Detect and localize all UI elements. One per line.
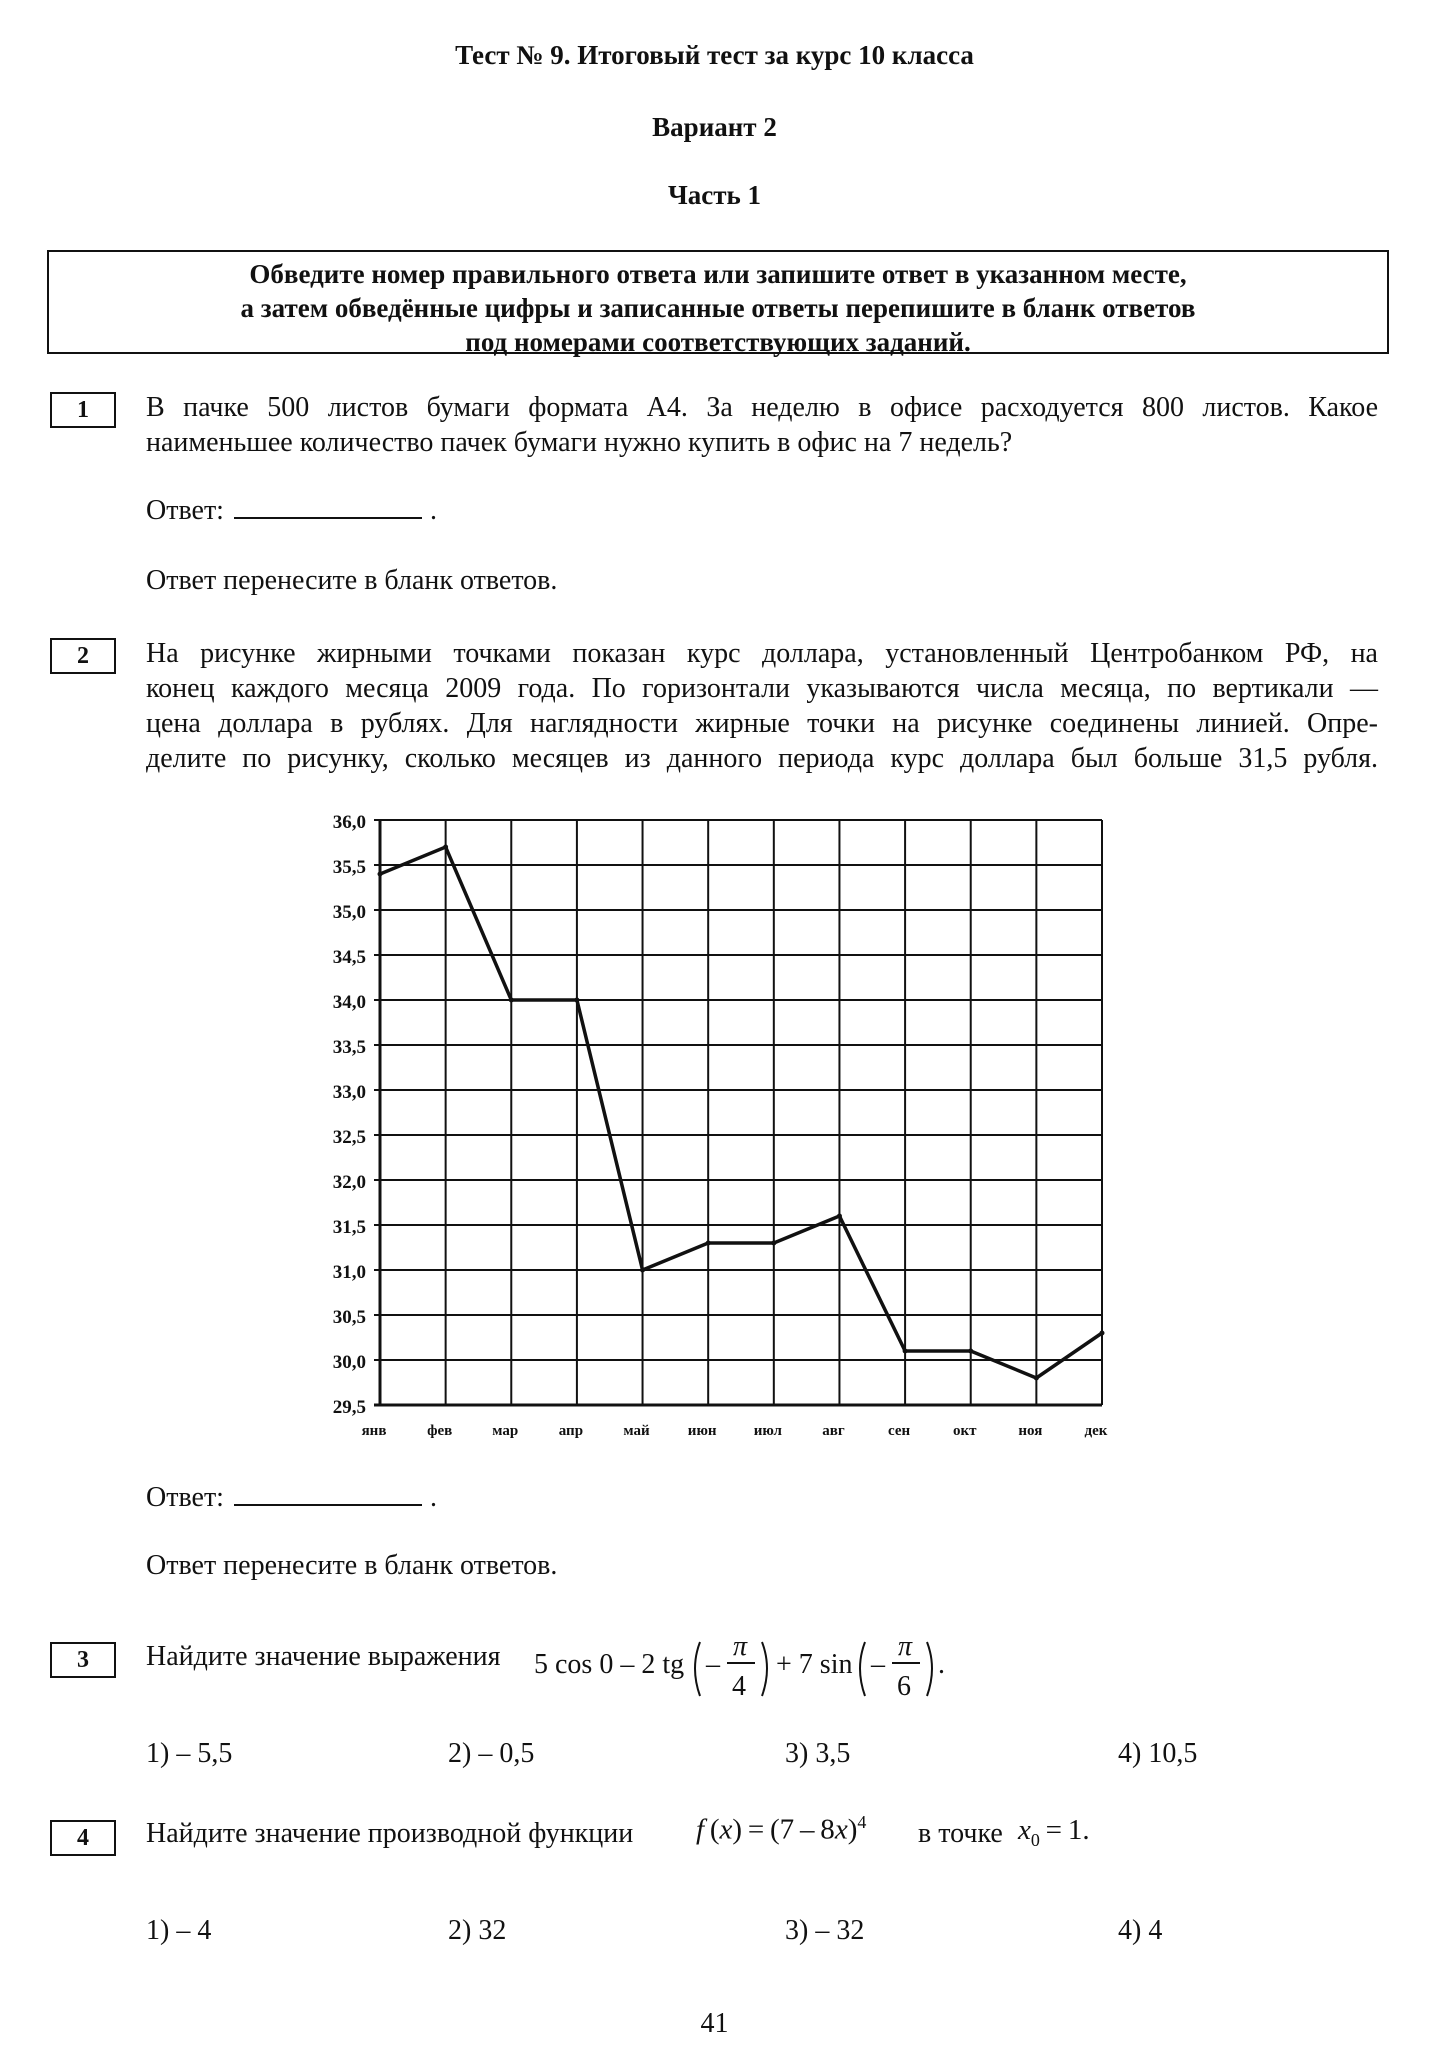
answer-label: Ответ:	[146, 1482, 224, 1513]
instruction-line: а затем обведённые цифры и записанные ответы перепишите в бланк ответов	[240, 293, 1196, 323]
answer-label: Ответ:	[146, 495, 224, 526]
svg-text:.: .	[938, 1649, 945, 1680]
task3-option[interactable]: 2) – 0,5	[448, 1738, 535, 1769]
task4-option[interactable]: 1) – 4	[146, 1915, 212, 1946]
chart-x-tick-label: авг	[822, 1423, 845, 1439]
chart-y-tick-label: 31,5	[332, 1217, 366, 1238]
task1-line: В пачке 500 листов бумаги формата А4. За неделю в офисе расходуется 800 листов. Какое	[146, 392, 1378, 423]
chart-data-point	[1034, 1376, 1039, 1381]
task-number-3: 3	[50, 1642, 116, 1678]
chart-y-tick-label: 32,5	[332, 1127, 366, 1148]
chart-x-tick-label: апр	[558, 1423, 584, 1439]
chart-data-point	[903, 1349, 908, 1354]
task3-option[interactable]: 3) 3,5	[785, 1738, 851, 1769]
task1-text	[146, 390, 1378, 460]
dollar-rate-chart	[290, 800, 1130, 1450]
svg-text:6: 6	[897, 1671, 911, 1702]
task2-text	[146, 636, 1378, 776]
chart-x-tick-label: июл	[753, 1423, 782, 1439]
variant-label: Вариант 2	[652, 112, 777, 142]
task3-formula	[530, 1610, 960, 1710]
instruction-line: под номерами соответствующих заданий.	[465, 327, 971, 357]
svg-text:+ 7 sin: + 7 sin	[776, 1649, 853, 1680]
part-label: Часть 1	[667, 180, 762, 210]
answer-blank[interactable]	[234, 493, 422, 519]
task2-line: цена доллара в рублях. Для наглядности жирные точки на рисунке соединены линией. Опре-	[146, 708, 1378, 739]
svg-text:5 cos 0 – 2 tg: 5 cos 0 – 2 tg	[534, 1649, 685, 1680]
task4-option[interactable]: 4) 4	[1118, 1915, 1163, 1946]
task2-line: На рисунке жирными точками показан курс доллара, установленный Центробанком РФ, на	[146, 638, 1378, 669]
task-number-1: 1	[50, 392, 116, 428]
task-number-4: 4	[50, 1820, 116, 1856]
task3-option[interactable]: 4) 10,5	[1118, 1738, 1198, 1769]
task1-transfer: Ответ перенесите в бланк ответов.	[146, 565, 558, 596]
chart-y-tick-label: 32,0	[332, 1172, 366, 1193]
svg-text:π: π	[733, 1631, 748, 1662]
task3-option[interactable]: 1) – 5,5	[146, 1738, 233, 1769]
chart-x-ticks	[362, 1423, 1108, 1439]
chart-data-point	[706, 1241, 711, 1246]
task4-option[interactable]: 2) 32	[448, 1915, 507, 1946]
svg-text:–: –	[871, 1649, 885, 1680]
answer-blank[interactable]	[234, 1480, 422, 1506]
task4-prompt: Найдите значение производной функции	[146, 1818, 634, 1849]
chart-y-ticks	[333, 812, 366, 1418]
svg-text:–: –	[706, 1649, 720, 1680]
chart-x-tick-label: янв	[361, 1423, 387, 1439]
chart-x-tick-label: окт	[952, 1423, 977, 1439]
task4-function: f (x) = (7 – 8x)$^4$	[696, 1812, 867, 1846]
task1-line: наименьшее количество пачек бумаги нужно купить в офис на 7 недель?	[146, 427, 1013, 458]
chart-y-tick-label: 34,5	[332, 947, 366, 968]
chart-y-tick-label: 34,0	[332, 992, 366, 1013]
chart-data-point	[1100, 1331, 1105, 1336]
chart-data-point	[509, 998, 514, 1003]
task2-line: конец каждого месяца 2009 года. По горизонтали указываются числа месяца, по вертикали —	[146, 673, 1378, 704]
task1-answer: Ответ: .	[146, 495, 437, 526]
chart-y-tick-label: 35,5	[332, 857, 366, 878]
chart-y-tick-label: 33,0	[332, 1082, 366, 1103]
chart-data-point	[640, 1268, 645, 1273]
chart-data-point	[378, 872, 383, 877]
chart-grid	[374, 820, 1102, 1405]
chart-x-tick-label: сен	[888, 1423, 911, 1439]
chart-points	[378, 845, 1105, 1381]
task2-transfer: Ответ перенесите в бланк ответов.	[146, 1550, 558, 1581]
chart-x-tick-label: ноя	[1018, 1423, 1043, 1439]
chart-y-tick-label: 30,0	[332, 1352, 366, 1373]
chart-y-tick-label: 29,5	[332, 1397, 366, 1418]
chart-y-tick-label: 33,5	[332, 1037, 366, 1058]
task4-point: $x_0 = 1$.	[1018, 1814, 1090, 1850]
chart-x-tick-label: дек	[1084, 1423, 1108, 1439]
instruction-box	[47, 250, 1389, 357]
chart-x-tick-label: фев	[427, 1423, 453, 1439]
instruction-line: Обведите номер правильного ответа или запишите ответ в указанном месте,	[249, 259, 1187, 289]
svg-text:π: π	[898, 1631, 913, 1662]
chart-data-point	[574, 998, 579, 1003]
page-number: 41	[700, 2008, 729, 2039]
task-number-2: 2	[50, 638, 116, 674]
svg-text:4: 4	[732, 1671, 746, 1702]
chart-x-tick-label: мар	[492, 1423, 519, 1439]
task4-option[interactable]: 3) – 32	[785, 1915, 865, 1946]
chart-data-point	[771, 1241, 776, 1246]
task4-point-text: в точке	[918, 1818, 1003, 1849]
chart-y-tick-label: 35,0	[332, 902, 366, 923]
chart-data-point	[837, 1214, 842, 1219]
task2-line: делите по рисунку, сколько месяцев из данного периода курс доллара был больше 31,5 рубля.	[146, 743, 1378, 774]
chart-y-tick-label: 31,0	[332, 1262, 366, 1283]
chart-y-tick-label: 30,5	[332, 1307, 366, 1328]
chart-series-line	[380, 847, 1102, 1378]
test-title: Тест № 9. Итоговый тест за курс 10 класса	[455, 40, 974, 70]
chart-x-tick-label: май	[623, 1423, 650, 1439]
task3-prompt: Найдите значение выражения	[146, 1641, 501, 1672]
chart-data-point	[968, 1349, 973, 1354]
chart-x-tick-label: июн	[687, 1423, 717, 1439]
chart-data-point	[443, 845, 448, 850]
chart-y-tick-label: 36,0	[332, 812, 366, 833]
task2-answer: Ответ: .	[146, 1482, 437, 1513]
